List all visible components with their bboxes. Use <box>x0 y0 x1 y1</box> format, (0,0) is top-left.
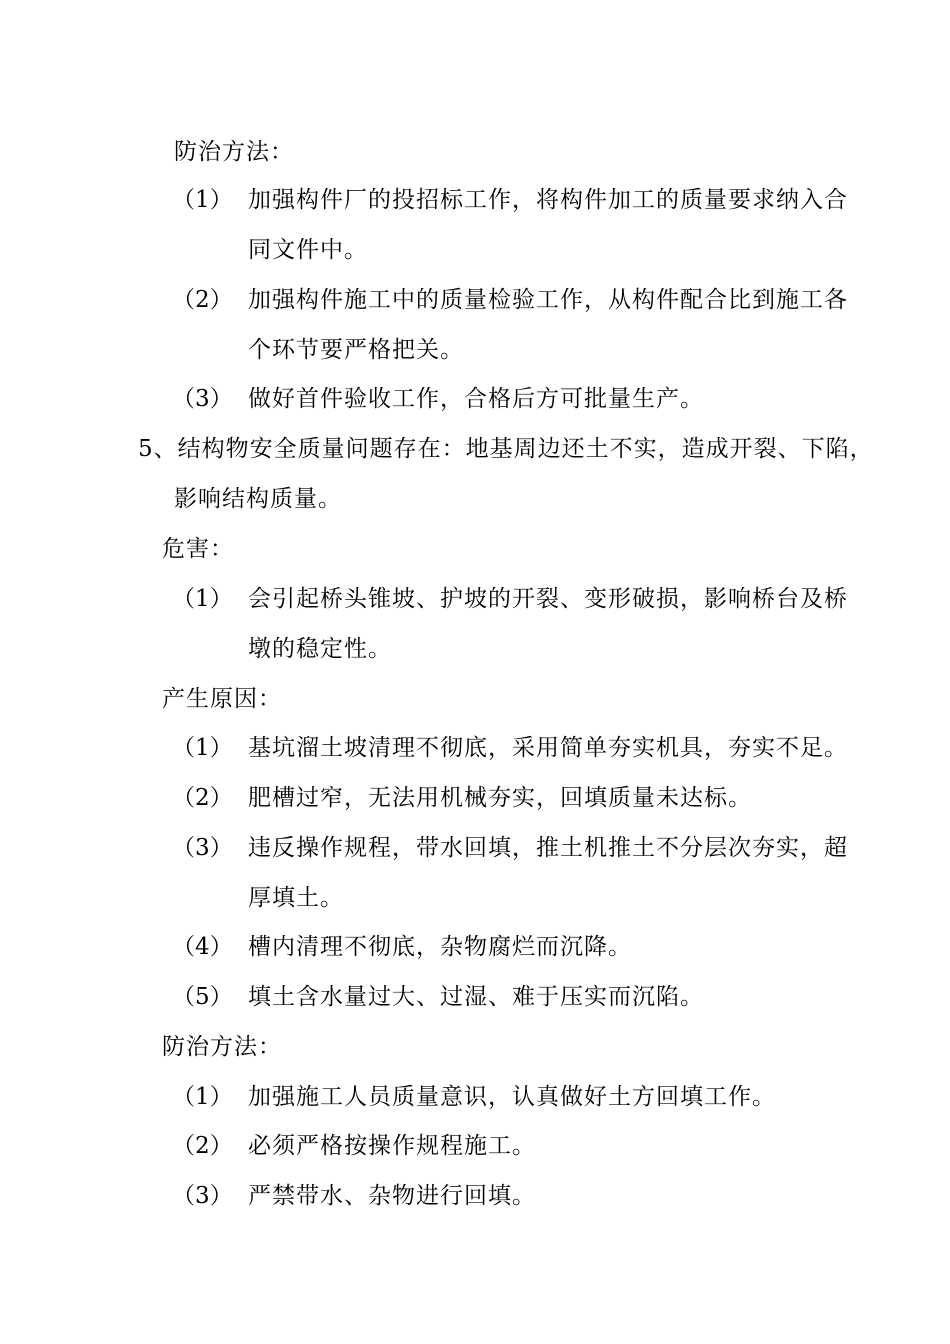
list-item-number: （1） <box>172 1084 233 1110</box>
list-item-number: （1） <box>172 187 233 213</box>
list-item-text: 必须严格按操作规程施工。 <box>248 1133 536 1159</box>
list-item-text-continued: 墩的稳定性。 <box>248 636 392 662</box>
list-item-number: （4） <box>172 934 233 960</box>
list-item-text: 加强构件施工中的质量检验工作，从构件配合比到施工各 <box>248 287 848 313</box>
list-item-text: 填土含水量过大、过湿、难于压实而沉陷。 <box>248 984 704 1010</box>
list-item-text: 基坑溜土坡清理不彻底，采用简单夯实机具，夯实不足。 <box>248 735 848 761</box>
list-item-number: （3） <box>172 386 233 412</box>
list-item-number: （3） <box>172 1183 233 1209</box>
section-heading-harm: 危害： <box>162 536 234 562</box>
list-item-text-continued: 个环节要严格把关。 <box>248 337 464 363</box>
list-item-number: （2） <box>172 1133 233 1159</box>
list-item-text: 加强施工人员质量意识，认真做好土方回填工作。 <box>248 1084 776 1110</box>
list-item-number: （5） <box>172 984 233 1010</box>
section-5-title: 5、结构物安全质量问题存在：地基周边还土不实，造成开裂、下陷， <box>138 436 874 462</box>
list-item-number: （1） <box>172 586 233 612</box>
list-item-text: 肥槽过窄，无法用机械夯实，回填质量未达标。 <box>248 785 752 811</box>
list-item-number: （3） <box>172 835 233 861</box>
list-item-text: 违反操作规程，带水回填，推土机推土不分层次夯实，超 <box>248 835 848 861</box>
list-item-number: （2） <box>172 785 233 811</box>
section-heading-causes: 产生原因： <box>162 686 282 712</box>
section-heading-prevention-2: 防治方法： <box>162 1034 282 1060</box>
list-item-text: 严禁带水、杂物进行回填。 <box>248 1183 536 1209</box>
section-heading-prevention-1: 防治方法： <box>174 139 294 165</box>
list-item-text: 加强构件厂的投招标工作，将构件加工的质量要求纳入合 <box>248 187 848 213</box>
list-item-text-continued: 厚填土。 <box>248 885 344 911</box>
list-item-text-continued: 同文件中。 <box>248 237 368 263</box>
list-item-number: （2） <box>172 287 233 313</box>
list-item-text: 会引起桥头锥坡、护坡的开裂、变形破损，影响桥台及桥 <box>248 586 848 612</box>
list-item-text: 槽内清理不彻底，杂物腐烂而沉降。 <box>248 934 632 960</box>
list-item-number: （1） <box>172 735 233 761</box>
list-item-text: 做好首件验收工作，合格后方可批量生产。 <box>248 386 704 412</box>
section-5-title-continued: 影响结构质量。 <box>174 486 342 512</box>
